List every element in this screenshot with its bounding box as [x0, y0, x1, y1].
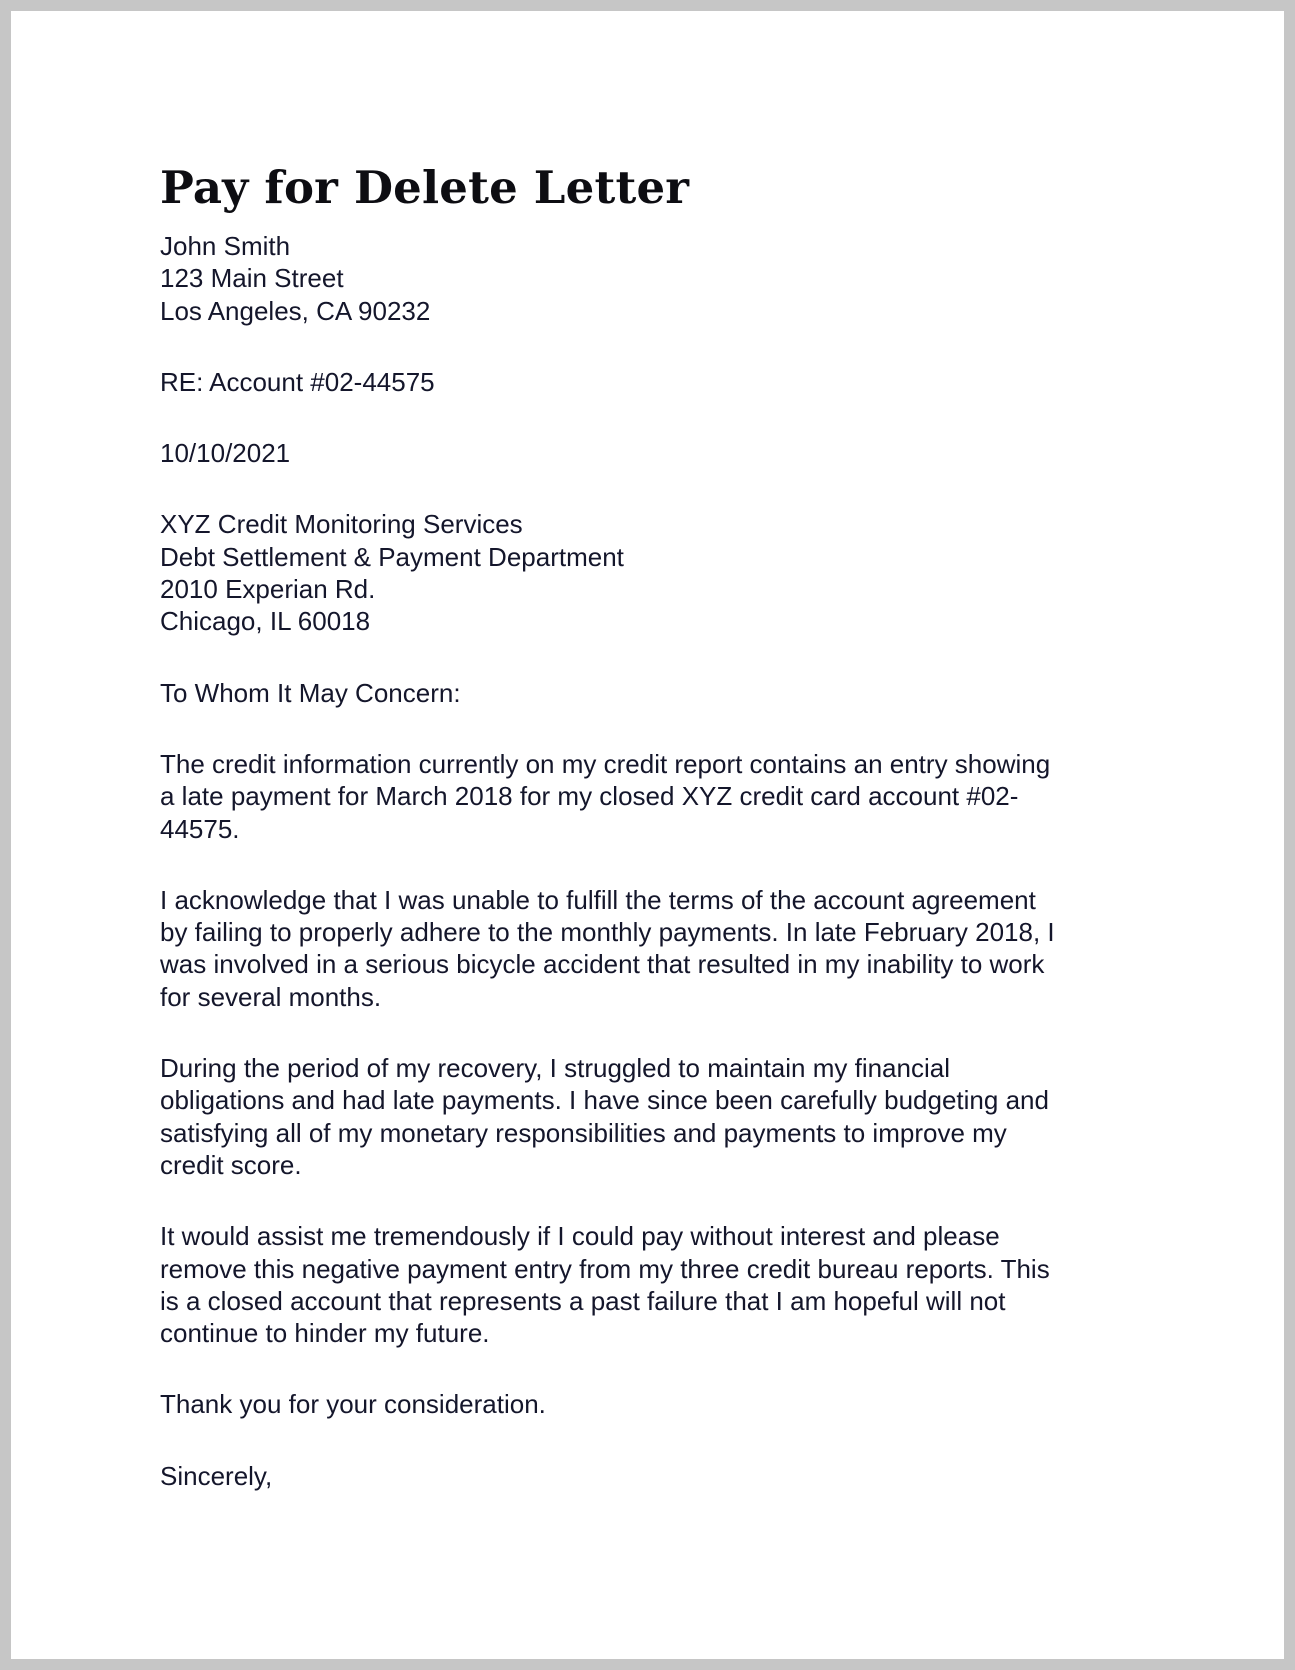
sender-city-line: Los Angeles, CA 90232 — [160, 295, 431, 326]
paragraph-line: a late payment for March 2018 for my closed XYZ credit card account #02- — [160, 781, 1019, 812]
paragraph-line: remove this negative payment entry from my three credit bureau reports. This — [160, 1253, 1050, 1284]
sender-name: John Smith — [160, 231, 291, 261]
date-line: 10/10/2021 — [160, 438, 291, 469]
closing — [160, 1460, 1160, 1492]
recipient-company: XYZ Credit Monitoring Services — [160, 509, 523, 540]
recipient-city-line: Chicago, IL 60018 — [160, 606, 371, 637]
paragraph-line: credit score. — [160, 1149, 302, 1180]
paragraph-line: I acknowledge that I was unable to fulfill the terms of the account agreement — [160, 884, 1036, 915]
body-paragraph-4 — [160, 1220, 1160, 1349]
paragraph-line: by failing to properly adhere to the monthly payments. In late February 2018, I — [160, 917, 1055, 948]
sender-street: 123 Main Street — [160, 263, 344, 294]
paragraph-line: continue to hinder my future. — [160, 1318, 490, 1349]
account-reference — [160, 366, 1160, 398]
paragraph-line: for several months. — [160, 981, 382, 1012]
salutation — [160, 677, 1160, 709]
salutation-line: To Whom It May Concern: — [160, 677, 461, 708]
recipient-street: 2010 Experian Rd. — [160, 574, 376, 605]
paragraph-line: It would assist me tremendously if I could pay without interest and please — [160, 1221, 1000, 1252]
sender-address — [160, 230, 1160, 327]
closing-text: Sincerely, — [160, 1460, 273, 1491]
body-paragraph-3 — [160, 1052, 1160, 1181]
paragraph-line: obligations and had late payments. I have since been carefully budgeting and — [160, 1085, 1049, 1116]
body-paragraph-2 — [160, 884, 1160, 1013]
thanks-line — [160, 1388, 1160, 1420]
paragraph-line: 44575. — [160, 813, 240, 844]
paragraph-line: The credit information currently on my credit report contains an entry showing — [160, 748, 1051, 779]
letter-page — [11, 11, 1284, 1659]
paragraph-line: was involved in a serious bicycle accident that resulted in my inability to work — [160, 949, 1045, 980]
paragraph-line: satisfying all of my monetary responsibilities and payments to improve my — [160, 1117, 1007, 1148]
thanks-text: Thank you for your consideration. — [160, 1389, 546, 1420]
letter-date — [160, 437, 1160, 469]
paragraph-line: During the period of my recovery, I struggled to maintain my financial — [160, 1053, 950, 1084]
letter-content — [160, 162, 1160, 1492]
recipient-department: Debt Settlement & Payment Department — [160, 541, 624, 572]
body-paragraph-1 — [160, 748, 1160, 845]
paragraph-line: is a closed account that represents a past failure that I am hopeful will not — [160, 1285, 1006, 1316]
recipient-address — [160, 508, 1160, 637]
reference-line: RE: Account #02-44575 — [160, 366, 435, 397]
letter-title: Pay for Delete Letter — [160, 161, 690, 214]
